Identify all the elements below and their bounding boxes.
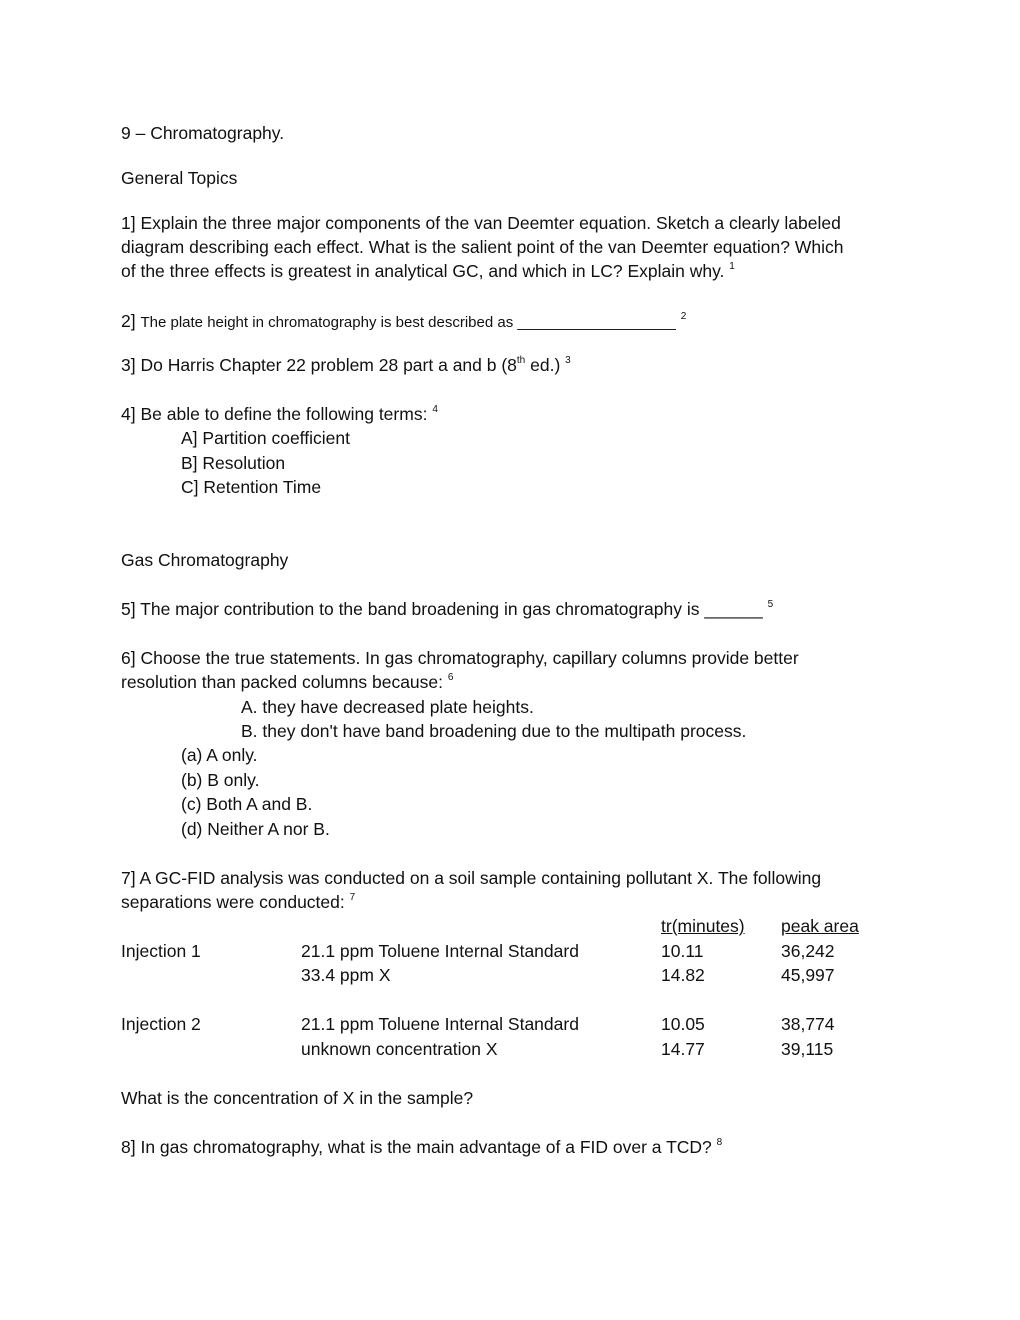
table-retention-time: 14.82 xyxy=(661,965,705,985)
q4-term-c: C] Retention Time xyxy=(181,477,322,497)
q7-line-1: 7] A GC-FID analysis was conducted on a soil sample containing pollutant X. The following xyxy=(121,868,822,888)
section-heading-general: General Topics xyxy=(121,168,238,188)
table-retention-time: 10.05 xyxy=(661,1014,705,1034)
table-injection-label: Injection 2 xyxy=(121,1014,201,1034)
table-injection-label: Injection 1 xyxy=(121,941,201,961)
table-peak-area: 36,242 xyxy=(781,941,835,961)
q6-line-1: 6] Choose the true statements. In gas chromatography, capillary columns provide better xyxy=(121,648,799,668)
table-retention-time: 14.77 xyxy=(661,1039,705,1059)
footnote-ref-4: 4 xyxy=(432,404,438,416)
footnote-ref-7: 7 xyxy=(349,892,356,904)
footnote-ref-5: 5 xyxy=(767,599,774,611)
q5-line: 5] The major contribution to the band broadening in gas chromatography is ______ $^5$ xyxy=(121,599,774,619)
footnote-ref-6: 6 xyxy=(447,672,454,684)
table-peak-area: 38,774 xyxy=(781,1014,835,1034)
table-description: unknown concentration X xyxy=(301,1039,498,1059)
footnote-ref-3: 3 xyxy=(565,355,571,367)
footnote-ref-8: 8 xyxy=(716,1137,723,1149)
q6-option-d: (d) Neither A nor B. xyxy=(181,819,330,839)
table-retention-time: 10.11 xyxy=(661,941,704,961)
q4-line: 4] Be able to define the following terms: $^4$ xyxy=(121,404,438,424)
table-header-peak-area: peak area xyxy=(781,916,859,936)
table-description: 33.4 ppm X xyxy=(301,965,391,985)
q6-option-b: (b) B only. xyxy=(181,770,260,790)
q1-line-1: 1] Explain the three major components of the van Deemter equation. Sketch a clearly labeled xyxy=(121,213,841,233)
q3-line: 3] Do Harris Chapter 22 problem 28 part a and b (8th ed.) $^3$ xyxy=(121,355,571,375)
q7-line-2: separations were conducted: $^7$ xyxy=(121,892,356,912)
q1-line-3: of the three effects is greatest in analytical GC, and which in LC? Explain why. $^1$ xyxy=(121,261,735,281)
section-heading-gas: Gas Chromatography xyxy=(121,550,289,570)
footnote-ref-2: 2 xyxy=(680,311,687,323)
table-peak-area: 45,997 xyxy=(781,965,835,985)
q8-line: 8] In gas chromatography, what is the main advantage of a FID over a TCD? $^8$ xyxy=(121,1137,723,1157)
q4-term-b: B] Resolution xyxy=(181,453,286,473)
q6-option-a: (a) A only. xyxy=(181,745,258,765)
q2-line: 2] The plate height in chromatography is best described as ___________________ $^2$ xyxy=(121,311,687,331)
q6-statement-a: A. they have decreased plate heights. xyxy=(241,697,534,717)
table-header-tr: tr(minutes) xyxy=(661,916,745,936)
q6-option-c: (c) Both A and B. xyxy=(181,794,313,814)
footnote-ref-1: 1 xyxy=(729,261,735,273)
q6-line-2: resolution than packed columns because: $^6$ xyxy=(121,672,454,692)
q6-statement-b: B. they don't have band broadening due to the multipath process. xyxy=(241,721,747,741)
q7-question: What is the concentration of X in the sample? xyxy=(121,1088,474,1108)
table-description: 21.1 ppm Toluene Internal Standard xyxy=(301,941,579,961)
document-title: 9 – Chromatography. xyxy=(121,123,285,143)
q4-term-a: A] Partition coefficient xyxy=(181,428,350,448)
q1-line-2: diagram describing each effect. What is the salient point of the van Deemter equation? Which xyxy=(121,237,844,257)
table-description: 21.1 ppm Toluene Internal Standard xyxy=(301,1014,579,1034)
table-peak-area: 39,115 xyxy=(781,1039,834,1059)
